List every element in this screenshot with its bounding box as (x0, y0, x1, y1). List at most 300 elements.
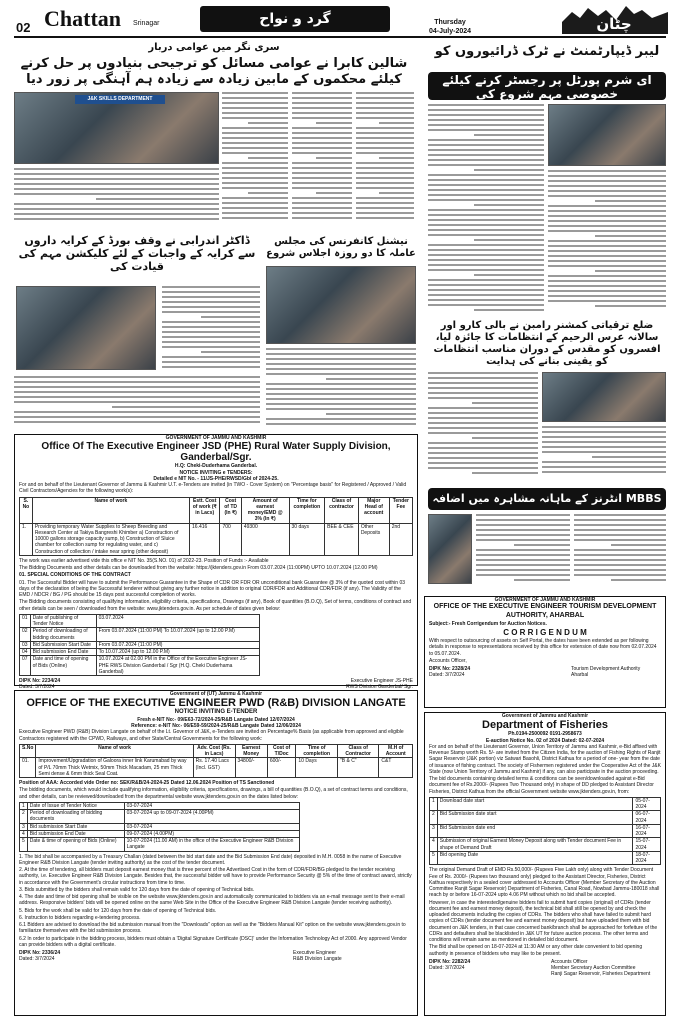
article-column (428, 104, 544, 314)
tender-bidding: The bidding documents, which would include qualifying information, eligibility criteria, specifications, drawings, a bill of quantities (B.O.Q), a set of contract terms and conditions, and other details, can be reviewed/downloaded from the departmental website www.jktenders.gov.in on the dates listed below: (19, 787, 408, 800)
table-row (430, 838, 661, 852)
issue-date (420, 18, 480, 36)
table-cell: BEE & CEE (325, 523, 359, 555)
text-line (476, 574, 570, 576)
text-line (476, 564, 570, 566)
table-cell: Providing temporary Water Supplies to Sheep Breeding and Research Center at Takiya Bangreshi Khimber a) Construction of 10000 gallons storage capacity sump, b) Construction of Sluice chamber for collection sump for regulating water, and c) Construction of collection / intake near spring (other deposit) (32, 523, 189, 555)
text-line (292, 127, 352, 129)
text-line (428, 397, 538, 399)
table-cell: Rs. 17.40 Lacs (Incl. GST) (193, 758, 235, 778)
text-line (326, 413, 416, 415)
tender-subject: Subject:- Fresh Corrigendum for Auction Notices. (429, 620, 547, 627)
text-line (222, 162, 288, 164)
dipk-date: Dated: 3/7/2024 (19, 956, 55, 963)
text-line (428, 407, 538, 409)
text-line (548, 175, 666, 177)
table-cell: From 03.07.2024 (11:00 PM) To 10.07.2024 (up to 12.00 P.M) (96, 628, 260, 642)
text-line (548, 265, 666, 267)
text-line (356, 207, 414, 209)
table-row (20, 802, 300, 809)
table-cell: 5 (20, 838, 28, 852)
text-line (222, 137, 288, 139)
text-line (248, 122, 288, 124)
text-line (428, 417, 538, 419)
text-line (222, 142, 288, 144)
text-line (266, 393, 416, 395)
text-line (222, 112, 288, 114)
text-line (428, 154, 544, 156)
table-cell: 600/- (267, 758, 296, 778)
text-line (356, 107, 414, 109)
text-line (222, 172, 288, 174)
signatory: Executive Engineer JS-PHE (350, 678, 413, 684)
text-line (356, 137, 414, 139)
tender-schedule (19, 802, 300, 852)
text-line (428, 219, 544, 221)
table-header: S. No (20, 497, 33, 523)
tender-govt: Government of (UT) Jammu & Kashmir (169, 691, 263, 697)
text-line (428, 199, 544, 201)
text-line (548, 300, 666, 302)
text-line (162, 291, 260, 293)
table-cell: 49300 (241, 523, 289, 555)
text-line (474, 134, 544, 136)
text-line (428, 194, 544, 196)
text-line (428, 412, 538, 414)
table-cell: 10-07-2024 (11.00 AM) in the office of the Executive Engineer R&B Division Langate (124, 838, 300, 852)
text-line (574, 539, 666, 541)
text-line (548, 255, 666, 257)
text-line (428, 269, 544, 271)
dipk-date: Dated: 3/7/2024 (429, 965, 465, 972)
text-line (472, 402, 538, 404)
text-line (266, 348, 416, 350)
table-cell: Bid opening Date (437, 851, 633, 865)
table-header: Time of completion (296, 744, 338, 758)
tender-notice-fisheries (424, 712, 666, 1016)
text-line (428, 279, 544, 281)
text-line (292, 92, 352, 94)
table-cell: 15-07-2024 (633, 838, 661, 852)
text-line (428, 447, 538, 449)
text-line (292, 197, 352, 199)
text-line (222, 167, 288, 169)
article-headline-4: نیشنل کانفرنس کی مجلس عاملہ کا دو روزہ اجلاس شروع (266, 236, 416, 259)
text-line (428, 109, 544, 111)
text-line (292, 187, 352, 189)
text-line (428, 294, 544, 296)
text-line (266, 398, 416, 400)
text-line (428, 284, 544, 286)
article-column (222, 92, 288, 222)
tender-body: For and on behalf of the Lieutenant Governor, Union Territory of Jammu and Kashmir, e-Bid affixed with Revenue Stamp worth Rs. 5/- are invited from the Citizen India, for the auction of Fishing Rights of Ranjit Sagar Reservoir (J&K portion) viz Satwari Basohli, District Kathua for a period of one- year from the date of issuance of fishing contract. The society of Fishermen registered under the Cooperative Act of the J&K State (now Union Territory of Jammu and Kashmir) if any, can also participate in the auction proceeding. (429, 743, 661, 775)
text-line (222, 107, 288, 109)
dipk-number: DIPK No: 2336/24 (19, 950, 61, 957)
tender-govt: Government of Jammu and Kashmir (501, 713, 589, 719)
tender-notice-tourism (424, 596, 666, 708)
article-headline-6: MBBS انٹرنز کے ماہانہ مشاہرہ میں اضافہ (428, 488, 666, 510)
text-line (316, 157, 352, 159)
tender-office: OFFICE OF THE EXECUTIVE ENGINEER TOURISM DEVELOPMENT AUTHORITY, AHARBAL (433, 603, 657, 619)
table-header: Earnest Money (235, 744, 267, 758)
tender-office: OFFICE OF THE EXECUTIVE ENGINEER PWD (R&B) DIVISION LANGATE (26, 697, 406, 710)
table-cell: 05-07-2024 (633, 797, 661, 811)
tender-clause: 1. The bid shall be accompanied by a Treasury Challan (dated between the bid start date and the Bid Submission End date) deposited in M.H. 0058 in the name of Executive Engineer R&B Division Langate (tender inviting authority) as the cost of the tender document. (19, 853, 402, 866)
table-header: Estt. Cost of work (₹ in Lacs) (190, 497, 220, 523)
text-line (222, 177, 288, 179)
text-line (292, 137, 352, 139)
table-row (20, 823, 300, 830)
text-line (356, 187, 414, 189)
text-line (548, 195, 666, 197)
tender-govt: GOVERNMENT OF JAMMU AND KASHMIR (165, 435, 267, 441)
article-headline-2a: لیبر ڈیپارٹمنٹ نے ٹرک ڈرائیوروں کو (434, 44, 660, 59)
news-photo-2 (548, 104, 666, 166)
article-column (542, 426, 666, 480)
text-line (14, 376, 260, 378)
text-line (548, 295, 666, 297)
tender-clause: 2. At the time of tendering, all bidders must deposit earnest money that is three percent of the Advertised Cost in the form of CDR/FDR/BG pledged to the tender receiving authority, i.e. Executive Engineer R&B Division Langate. Besides that, the successful bidder will have to provide Performance Security @ 5% of the time of contract award, strictly in accordance with the Government's circular instructions from time to time. (19, 867, 412, 886)
table-cell: 03-07-2024 (124, 823, 300, 830)
text-line (356, 117, 414, 119)
text-line (162, 331, 260, 333)
text-line (611, 579, 666, 581)
text-line (292, 97, 352, 99)
text-line (222, 132, 288, 134)
text-line (428, 427, 538, 429)
text-line (14, 183, 219, 185)
text-line (162, 366, 260, 368)
text-line (428, 214, 544, 216)
text-line (162, 321, 260, 323)
text-line (266, 418, 416, 420)
text-line (476, 554, 570, 556)
text-line (428, 129, 544, 131)
text-line (548, 240, 666, 242)
text-line (548, 290, 666, 292)
text-line (548, 280, 666, 282)
table-cell: "B & C" (337, 758, 378, 778)
tender-signature (19, 678, 413, 691)
text-line (474, 309, 544, 311)
text-line (595, 305, 666, 307)
text-line (428, 124, 544, 126)
text-line (542, 461, 666, 463)
tender-advert: The work was earlier advertised vide this office e NIT No. 35(S.NO. 01) of 2022-23. Position of Funds :- Available (19, 557, 269, 564)
table-cell: 700 (220, 523, 241, 555)
text-line (356, 132, 414, 134)
text-line (14, 193, 219, 195)
text-line (428, 119, 544, 121)
table-cell: 2nd (389, 523, 412, 555)
table-cell: 2 (430, 811, 438, 825)
text-line (548, 185, 666, 187)
text-line (162, 286, 260, 288)
article-column (428, 372, 538, 480)
text-line (14, 386, 260, 388)
text-line (292, 132, 352, 134)
text-line (292, 142, 352, 144)
text-line (548, 225, 666, 227)
tender-signature (429, 959, 661, 978)
table-cell: 1. (20, 523, 33, 555)
table-header: Class of contractor (325, 497, 359, 523)
table-cell: 30 days (289, 523, 325, 555)
text-line (428, 264, 544, 266)
text-line (476, 514, 570, 516)
text-line (14, 391, 260, 393)
tender-body: The bid documents containing detailed terms & conditions can be seen/downloaded against e-Bid document fee of Rs.2000/- (Rupees Two Thousand only) in shape of DD pledged to Assistant Director Fisheries, District Kathua from the official Government website www.jktenders.gov.in, from: (429, 776, 654, 795)
text-line (542, 466, 666, 468)
text-line (476, 534, 570, 536)
text-line (574, 564, 666, 566)
tender-signature (19, 950, 413, 963)
logo-text: چٹان (596, 15, 632, 33)
tender-notice-jsd (14, 434, 418, 691)
text-line (292, 102, 352, 104)
text-line (595, 270, 666, 272)
table-row (20, 649, 260, 656)
signatory: Executive Engineer (293, 950, 337, 957)
table-cell: 03-07-2024 (124, 802, 300, 809)
text-line (428, 422, 538, 424)
text-line (292, 152, 352, 154)
text-line (514, 579, 570, 581)
table-cell: 4 (430, 838, 438, 852)
text-line (292, 182, 352, 184)
table-row (20, 810, 300, 824)
table-header: Tender Fee (389, 497, 412, 523)
text-line (428, 174, 544, 176)
tender-conditions-title: 01. SPECIAL CONDITIONS OF THE CONTRACT (19, 572, 131, 579)
text-line (356, 202, 414, 204)
tender-office: Department of Fisheries (482, 719, 608, 732)
section-title: گرد و نواح (200, 6, 390, 32)
table-cell: 2 (20, 810, 28, 824)
table-row (20, 628, 260, 642)
text-line (222, 202, 288, 204)
text-line (548, 250, 666, 252)
text-line (14, 168, 219, 170)
text-line (428, 179, 544, 181)
text-line (292, 217, 352, 219)
article-column (292, 92, 352, 222)
text-line (574, 514, 666, 516)
table-cell: C&T (379, 758, 413, 778)
text-line (162, 296, 260, 298)
tender-notice-title: NOTICE INVITING E-TENDER (174, 709, 258, 716)
text-line (476, 529, 570, 531)
text-line (542, 441, 666, 443)
text-line (356, 97, 414, 99)
text-line (476, 569, 570, 571)
text-line (548, 285, 666, 287)
table-row (20, 830, 300, 837)
text-line (548, 205, 666, 207)
news-photo-1 (14, 92, 219, 164)
text-line (112, 406, 260, 408)
text-line (356, 102, 414, 104)
text-line (574, 529, 666, 531)
text-line (574, 519, 666, 521)
text-line (356, 127, 414, 129)
table-cell: Period of downloading of bidding documents (27, 810, 124, 824)
text-line (542, 446, 666, 448)
text-line (356, 212, 414, 214)
table-cell: Bid Submission date start (437, 811, 633, 825)
text-line (162, 301, 260, 303)
text-line (428, 139, 544, 141)
table-cell: 18-07-2024 (633, 851, 661, 865)
table-cell: 1 (20, 802, 28, 809)
tender-nit: Detailed e NIT No. - 11/JS-PHE/RWSD/Gbl of 2024-25. (153, 475, 279, 482)
table-cell: Bid Submission Start Date (30, 641, 96, 648)
table-header: Adv. Cost (Rs. in Lacs) (193, 744, 235, 758)
text-line (428, 377, 538, 379)
table-cell: 02 (20, 628, 31, 642)
text-line (542, 431, 666, 433)
text-line (472, 472, 538, 474)
table-row (20, 838, 300, 852)
text-line (542, 436, 666, 438)
table-cell: 04 (20, 649, 31, 656)
tender-conditions: 01. The Successful Bidder will have to submit the Performance Guarantee in the Shape of CDR OR FDR OR unconditional bank Guarantee @ 3% of the quoted cost within 03 days of the declaration of being the Successful tenderer without giving any further notice in addition to original CDR/FDR and Additional CDR/FDR (if any). The Validity of the EMD / NDCR / BG / PG should be 15 days post successful completion of works. (19, 579, 406, 598)
text-line (428, 254, 544, 256)
table-cell: 03-07-2024 up to 09-07-2024 (4.00PM) (124, 810, 300, 824)
text-line (266, 408, 416, 410)
text-line (222, 147, 288, 149)
tender-download: The Bidding Documents and other details can be downloaded from the website: https://jktenders.gov.in From 03.07.2024 (11:00PM) UPTO 10.07.2024 (12.00 PM) (19, 565, 378, 571)
table-row (20, 656, 260, 676)
text-line (222, 197, 288, 199)
text-line (574, 524, 666, 526)
table-cell: From 03.07.2024 (11:00 PM) (96, 641, 260, 648)
table-header: S.No (20, 744, 36, 758)
text-line (222, 152, 288, 154)
text-line (14, 188, 219, 190)
tender-notice-rb (14, 690, 418, 1016)
text-line (356, 177, 414, 179)
text-line (222, 102, 288, 104)
table-header: M.H of Account (379, 744, 413, 758)
text-line (474, 169, 544, 171)
text-line (476, 519, 570, 521)
article-kicker: سری نگر میں عوامی دربار (148, 42, 280, 53)
tender-table (19, 744, 413, 778)
table-cell: Other Deposits (358, 523, 389, 555)
news-photo-5 (542, 372, 666, 422)
tender-office: Office Of The Executive Engineer JSD (PHE) Rural Water Supply Division, Ganderbal/Sgr. (41, 441, 391, 464)
text-line (548, 215, 666, 217)
table-cell: 03.07.2024 (96, 614, 260, 628)
text-line (548, 230, 666, 232)
table-cell: 06-07-2024 (633, 811, 661, 825)
text-line (266, 423, 416, 425)
text-line (292, 107, 352, 109)
table-header: Cost of T/Doc (267, 744, 296, 758)
table-cell: Bid submission End Date (27, 830, 124, 837)
text-line (292, 117, 352, 119)
table-cell: 34800/- (235, 758, 267, 778)
text-line (595, 200, 666, 202)
table-row (430, 811, 661, 825)
text-line (542, 451, 666, 453)
text-line (428, 467, 538, 469)
text-line (201, 316, 260, 318)
news-photo-4 (266, 266, 416, 344)
tender-body: With respect to outsourcing of assets on Self Portal, the dates have been extended as per following details in response to representations received by this office for extension of date now from 02.07.2024 to 05.07.2024. (429, 638, 657, 657)
text-line (356, 92, 414, 94)
tender-clause: 5. Bids for the work shall be valid for 120 days from the date of opening of Technical bids. (19, 907, 217, 914)
text-line (222, 182, 288, 184)
text-line (162, 326, 260, 328)
masthead (0, 0, 680, 40)
signatory: Tourism Development Authority (571, 666, 641, 672)
text-line (474, 204, 544, 206)
text-line (292, 162, 352, 164)
table-cell: Date and time of opening of Bids (Online) (30, 656, 96, 676)
text-line (574, 569, 666, 571)
article-headline-3: ڈاکٹر اندرابی نے وقف بورڈ کے کرایہ داروں سے کرایہ کے واجبات کے لئے کلیکشن مہم کی قیادت کی (18, 234, 256, 274)
text-line (428, 104, 544, 106)
text-line (266, 363, 416, 365)
issue-date-value: 04-July-2024 (428, 28, 472, 35)
text-line (379, 122, 414, 124)
table-cell: Period of downloading of bidding documents (30, 628, 96, 642)
signatory: RWS Division Ganderbal/ Sgr. (346, 684, 413, 691)
text-line (14, 396, 260, 398)
table-header: Name of work (32, 497, 189, 523)
text-line (428, 184, 544, 186)
text-line (292, 177, 352, 179)
text-line (356, 197, 414, 199)
text-line (14, 381, 260, 383)
text-line (574, 534, 666, 536)
table-cell: 3 (430, 824, 438, 838)
table-cell: To 10.07.2024 (up to 12.00 P.M) (96, 649, 260, 656)
tender-table (19, 497, 413, 556)
tender-body: The original Demand Draft of EMD Rs.50,000/- (Rupees Five Lakh only) along with Tender Document Fee of Rs. 2000/- (Rupees two thousand only) pledged to the Assistant Director, Fisheries, District Kathua respectively in a sealed cover addressed to Accounts Officer (Member Secretary of the Auction Committee Ranjit Sagar Reservoir) Department of Fisheries, Canal Road, Nowbad Jammu-180018 shall reach by or before 16-07-2024 upto 4.06 PM without which no bid shall be accepted. (429, 867, 660, 899)
tender-schedule (429, 797, 661, 866)
text-line (14, 213, 219, 215)
article-column (356, 92, 414, 222)
article-column (574, 514, 666, 586)
table-header: Name of work (36, 744, 193, 758)
table-cell: 10 Days (296, 758, 338, 778)
tender-signature (429, 666, 661, 679)
text-line (222, 97, 288, 99)
tender-body: However, in case the interested/genuine bidders fail to submit hard copies (original) of CDRs (tender document fee and earnest money deposit), the technical bid shall still be opened by and check the uploaded documents including the copies of CDRs. The bidders who shall have failed to submit hard copies of CDRs (tender document fee and earnest money deposit) but have uploaded them with bid document on J&K tenders, in that case concerned bank/branch shall be approached for forfeiture of the CDRs and defaulters shall be blacklisted in J&K UT for future auction process. The other terms and conditions will remain same as mentioned in detailed bid document. (429, 899, 658, 944)
table-row (20, 758, 413, 778)
tender-notice-title: E-auction Notice No. 02 of 2024 Dated: 02-07-2024 (485, 737, 605, 744)
brand-name: Chattan (44, 6, 122, 31)
text-line (292, 172, 352, 174)
text-line (14, 218, 219, 220)
tender-aaa: Position of AAA: Accorded vide Order no: SEK/R&B/24-2024-25 Dated 12.06.2024 Position of TS Sanctioned (19, 780, 275, 787)
table-cell: Date & time of opening of Bids (Online) (27, 838, 124, 852)
dipk-number: DIPK No: 2328/24 (429, 666, 471, 672)
article-column (266, 348, 416, 428)
text-line (222, 117, 288, 119)
article-column (476, 514, 570, 586)
text-line (428, 224, 544, 226)
table-cell: 10.07.2024 at 02.00 PM in the Office of the Executive Engineer JS-PHE RWS Division Ganderbal / Sgr (H.Q. Cheki Duderhama Ganderbal) (96, 656, 260, 676)
text-line (428, 432, 538, 434)
text-line (292, 167, 352, 169)
table-cell: 1 (430, 797, 438, 811)
table-row (430, 851, 661, 865)
text-line (428, 144, 544, 146)
